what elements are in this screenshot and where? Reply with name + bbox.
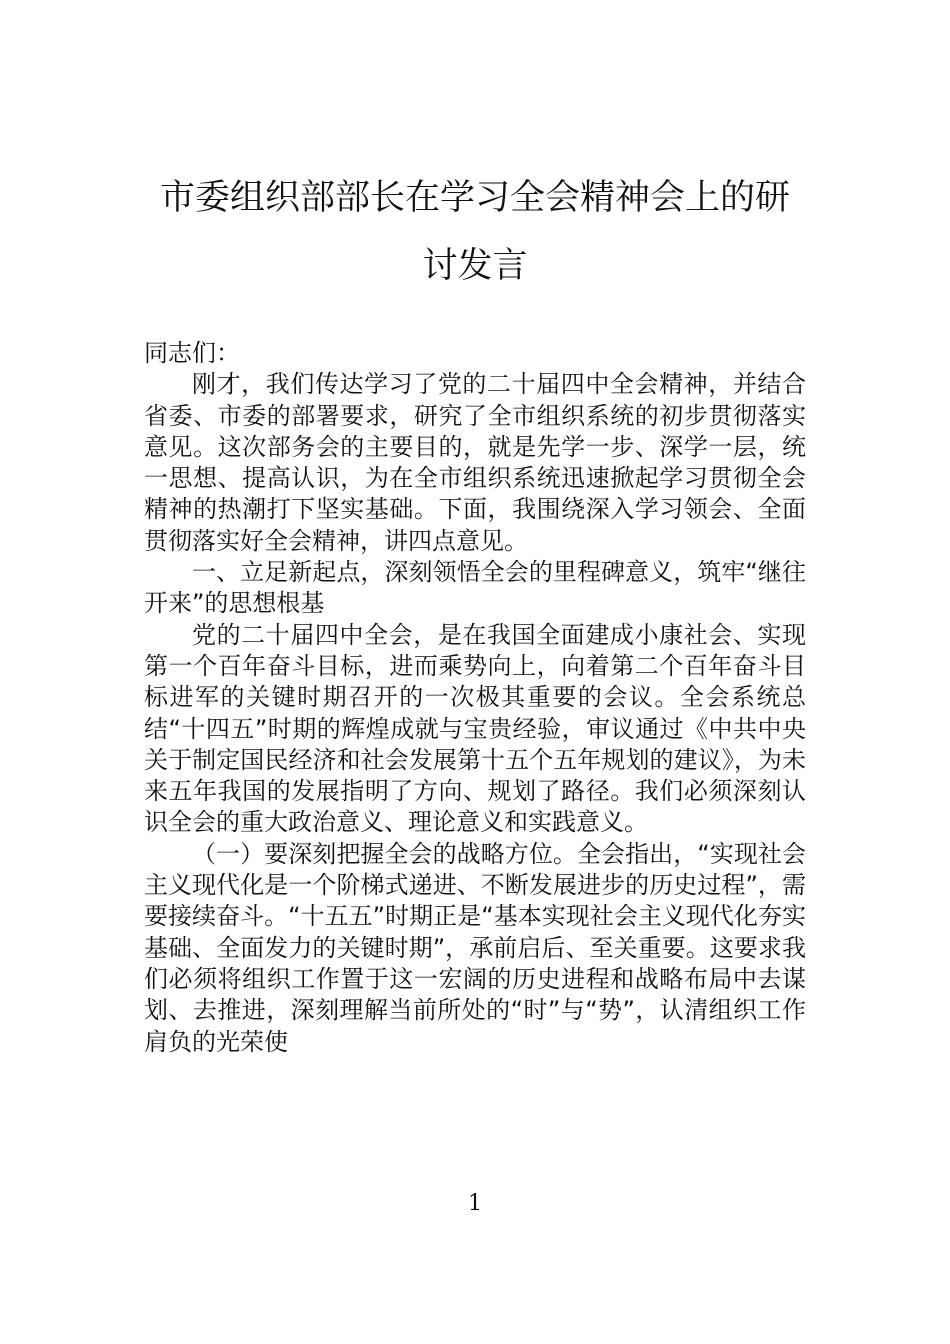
section-heading: 一、立足新起点，深刻领悟全会的里程碑意义，筑牢“继往开来”的思想根基 <box>144 558 806 618</box>
document-title: 市委组织部部长在学习全会精神会上的研讨发言 <box>159 178 790 286</box>
document-body <box>144 338 806 1058</box>
paragraph: 刚才，我们传达学习了党的二十届四中全会精神，并结合省委、市委的部署要求，研究了全市组织系统的初步贯彻落实意见。这次部务会的主要目的，就是先学一步、深学一层，统一思想、提高认识，为在全市组织系统迅速掀起学习贯彻全会精神的热潮打下坚实基础。下面，我围绕深入学习领会、全面贯彻落实好全会精神，讲四点意见。 <box>144 370 806 555</box>
salutation: 同志们： <box>144 339 240 367</box>
paragraph: （一）要深刻把握全会的战略方位。全会指出，“实现社会主义现代化是一个阶梯式递进、不断发展进步的历史过程”，需要接续奋斗。“十五五”时期正是“基本实现社会主义现代化夯实基础、全面发力的关键时期”，承前启后、至关重要。这要求我们必须将组织工作置于这一宏阔的历史进程和战略布局中去谋划、去推进，深刻理解当前所处的“时”与“势”，认清组织工作肩负的光荣使 <box>144 839 806 1056</box>
paragraph: 党的二十届四中全会，是在我国全面建成小康社会、实现第一个百年奋斗目标，进而乘势向上，向着第二个百年奋斗目标进军的关键时期召开的一次极其重要的会议。全会系统总结“十四五”时期的辉煌成就与宝贵经验，审议通过《中共中央关于制定国民经济和社会发展第十五个五年规划的建议》，为未来五年我国的发展指明了方向、规划了路径。我们必须深刻认识全会的重大政治意义、理论意义和实践意义。 <box>144 620 806 837</box>
page-number: 1 <box>468 1191 482 1216</box>
